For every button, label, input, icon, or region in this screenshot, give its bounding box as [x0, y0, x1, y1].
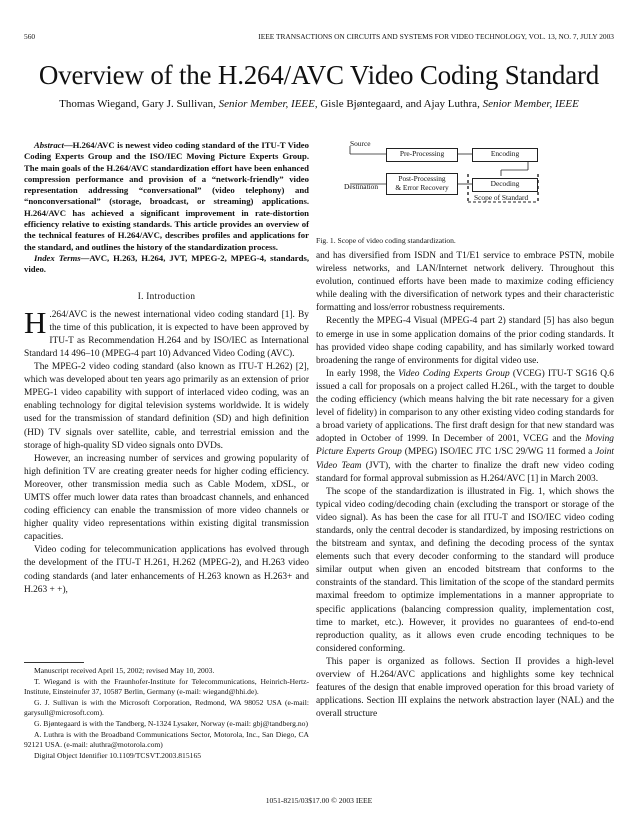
intro-paragraph-1-text: .264/AVC is the newest international video coding standard [1]. By the time of this publication, it is expected to have been approved by ITU-T as Recommendation H.264 and by ISO/IEC as International Standard 14 496–10 (MPEG-4 part 10) Advanced Video Coding (AVC).: [24, 309, 309, 359]
preprocessing-box: Pre-Processing: [386, 148, 458, 162]
footnote-sullivan: G. J. Sullivan is with the Microsoft Corporation, Redmond, WA 98052 USA (e-mail: garysull@microsoft.com).: [24, 697, 309, 718]
footnote-rule: [24, 662, 84, 663]
abstract: [24, 140, 309, 253]
abstract-text: —H.264/AVC is newest video coding standard of the ITU-T Video Coding Experts Group and the ISO/IEC Moving Picture Experts Group. The main goals of the H.264/AVC standardization effort have been enhanced compression performance and provision of a “network-friendly” video representation addressing “conversational” (video telephony) and “nonconversational” (storage, broadcast, or streaming) applications. H.264/AVC has achieved a significant improvement in rate-distortion efficiency relative to existing standards. This article provides an overview of the technical features of H.264/AVC, describes profiles and applications for the standard, and outlines the history of the standardization process.: [24, 140, 309, 252]
postprocessing-line-2: & Error Recovery: [395, 183, 449, 192]
intro-paragraph-3: However, an increasing number of services and growing popularity of high definition TV are creating greater needs for higher coding efficiency. Moreover, other transmission media such as Cable Modem, xDSL, or UMTS offer much lower data rates than broadcast channels, and enhanced coding efficiency can enable the transmission of more video channels or higher quality video representations within existing digital transmission capacities.: [24, 453, 309, 543]
right-paragraph-1: and has diversified from ISDN and T1/E1 service to embrace PSTN, mobile wireless networks, and LAN/Internet network delivery. Throughout this evolution, continued efforts have been made to maximize coding efficiency while dealing with the diversification of network types and their characteristic formatting and loss/error robustness requirements.: [316, 251, 614, 314]
postprocessing-box: [386, 173, 458, 195]
figure-destination-label: Destination: [344, 182, 379, 191]
drop-cap: H: [24, 304, 47, 340]
intro-paragraph-1: [24, 304, 309, 361]
journal-name: IEEE TRANSACTIONS ON CIRCUITS AND SYSTEMS FOR VIDEO TECHNOLOGY, VOL. 13, NO. 7, JULY 2003: [258, 32, 614, 41]
index-terms: [24, 253, 309, 276]
intro-paragraph-4: Video coding for telecommunication applications has evolved through the development of the ITU-T H.261, H.262 (MPEG-2), and H.263 video coding standards (and later enhancements of H.263 known as H.263+ and H.263 + +),: [24, 545, 309, 595]
index-terms-text: —AVC, H.263, H.264, JVT, MPEG-2, MPEG-4, standards, video.: [24, 252, 310, 275]
figure-1-diagram: [316, 140, 614, 240]
intro-paragraph-2: The MPEG-2 video coding standard (also known as ITU-T H.262) [2], which was developed about ten years ago primarily as an extension of prior MPEG-1 video capability with support of interlaced video coding, was an enabling technology for digital television systems worldwide. It is widely used for the transmission of standard definition (SD) and high definition (HD) TV signals over satellite, cable, and terrestrial emission and the storage of high-quality SD video signals onto DVDs.: [24, 362, 309, 451]
vceg-term: Video Coding Experts Group: [398, 368, 510, 379]
footnotes: [24, 666, 309, 761]
running-header: [24, 32, 614, 44]
footnote-bjontegaard: G. Bjøntegaard is with the Tandberg, N-1324 Lysaker, Norway (e-mail: gbj@tandberg.no): [34, 718, 308, 728]
author-line: [0, 98, 638, 111]
postprocessing-line-1: Post-Processing: [398, 174, 446, 183]
author-group-2: , Gisle Bjøntegaard, and Ajay Luthra,: [314, 98, 480, 110]
author-role-1: Senior Member, IEEE: [218, 98, 315, 110]
scope-of-standard-label: Scope of Standard: [474, 193, 529, 202]
jvt-term: Joint Video Team: [316, 447, 614, 471]
right-paragraph-3-d: (JVT), with the charter to finalize the draft new video coding standard for formal approval submission as H.264/AVC [1] in March 2003.: [316, 460, 614, 484]
right-paragraph-5: This paper is organized as follows. Section II provides a high-level overview of H.264/AVC applications and highlights some key technical features of the design that enable improved operation for this broad variety of applications. Section III explains the network abstraction layer (NAL) and the overall structure: [316, 656, 614, 720]
left-column: [24, 140, 309, 597]
footnote-luthra: A. Luthra is with the Broadband Communications Sector, Motorola, Inc., San Diego, CA 92121 USA. (e-mail: aluthra@motorola.com): [24, 729, 309, 750]
encoding-box: Encoding: [472, 148, 538, 162]
decoding-box: Decoding: [472, 178, 538, 192]
right-column: [316, 250, 614, 721]
right-paragraph-3-b: (VCEG) ITU-T SG16 Q.6 issued a call for proposals on a project called H.26L, with the target to double the coding efficiency (which means halving the bit rate necessary for a given level of fidelity) in comparison to any other existing video coding standards for a broad variety of applications. The first draft design for that new standard was adopted in October of 1999. In December of 2001, VCEG and the: [316, 368, 614, 445]
copyright-footer: 1051-8215/03$17.00 © 2003 IEEE: [265, 796, 373, 805]
footnote-wiegand: T. Wiegand is with the Fraunhofer-Institute for Telecommunications, Heinrich-Hertz-Institute, Einsteinufer 37, 10587 Berlin, Germany (e-mail: wiegand@hhi.de).: [24, 676, 309, 697]
footnote-doi: Digital Object Identifier 10.1109/TCSVT.2003.815165: [34, 750, 202, 760]
figure-1-caption: Fig. 1. Scope of video coding standardization.: [316, 236, 456, 245]
paper-title: Overview of the H.264/AVC Video Coding Standard: [38, 60, 600, 90]
author-role-2: Senior Member, IEEE: [482, 98, 579, 110]
right-paragraph-3: [316, 368, 614, 486]
section-heading-introduction: I. Introduction: [137, 290, 196, 301]
right-paragraph-3-c: (MPEG) ISO/IEC JTC 1/SC 29/WG 11 formed a: [401, 447, 596, 458]
right-paragraph-2: Recently the MPEG-4 Visual (MPEG-4 part 2) standard [5] has also begun to emerge in use in some application domains of the prior coding standards. It has provided video shape coding capability, and has similarly worked toward broadening the range of environments for digital video use.: [316, 316, 614, 366]
right-paragraph-3-a: In early 1998, the: [326, 368, 399, 379]
page-number: 560: [24, 32, 36, 41]
footnote-manuscript: Manuscript received April 15, 2002; revised May 10, 2003.: [34, 666, 215, 675]
abstract-label: Abstract: [34, 140, 64, 150]
author-group-1: Thomas Wiegand, Gary J. Sullivan,: [59, 98, 216, 110]
figure-source-label: Source: [350, 139, 371, 148]
index-terms-label: Index Terms: [34, 252, 81, 263]
mpeg-term: Moving Picture Experts Group: [316, 434, 614, 458]
right-paragraph-4: The scope of the standardization is illustrated in Fig. 1, which shows the typical video coding/decoding chain (excluding the transport or storage of the video signal). As has been the case for all ITU-T and ISO/IEC video coding standards, only the central decoder is standardized, by imposing restrictions on the bitstream and syntax, and defining the decoding process of the syntax elements such that every decoder conforming to the standard will produce similar output when given an encoded bitstream that conforms to the constraints of the standard. This limitation of the scope of the standard permits maximal freedom to optimize implementations in a manner appropriate to specific applications (balancing compression quality, implementation cost, time to market, etc.). However, it provides no guarantees of end-to-end reproduction quality, as it allows even crude encoding techniques to be considered conforming.: [316, 486, 614, 654]
